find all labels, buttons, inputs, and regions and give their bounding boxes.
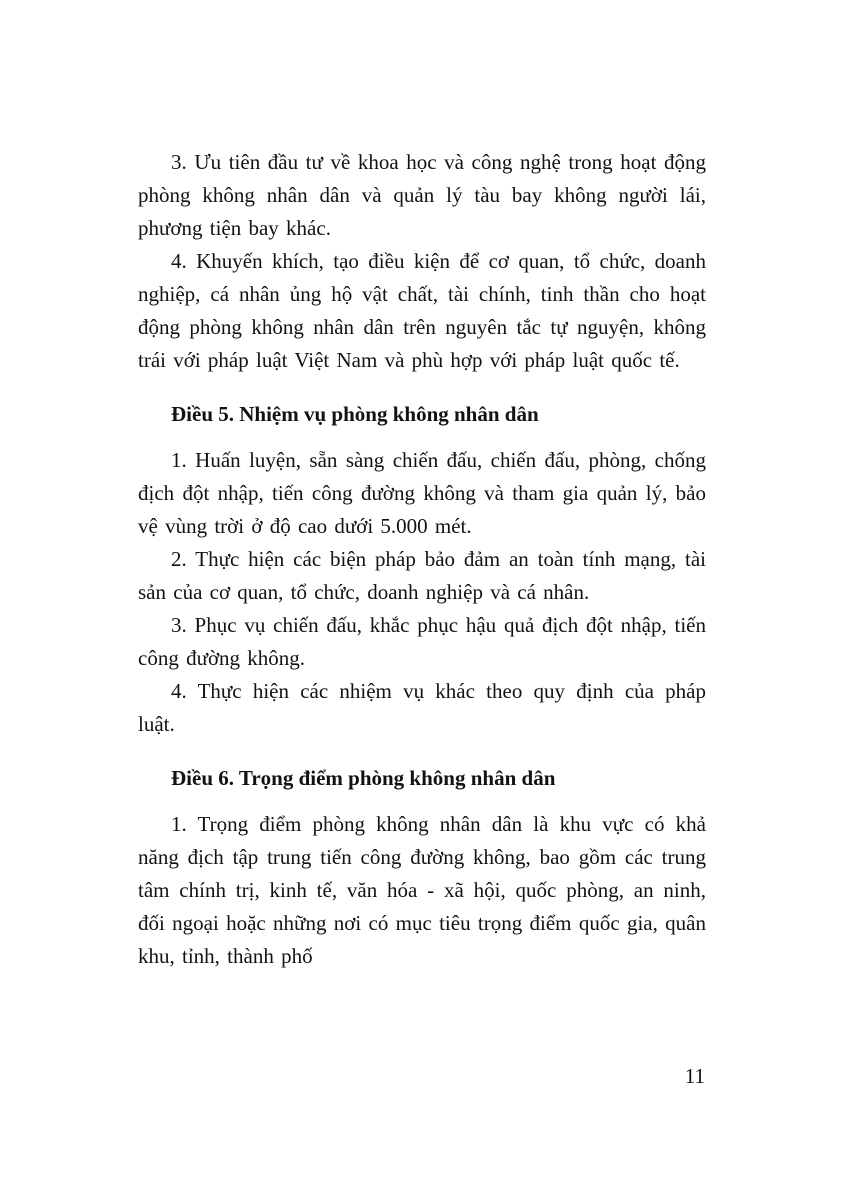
paragraph-dieu5-item-4: 4. Thực hiện các nhiệm vụ khác theo quy định của pháp luật. <box>138 679 706 736</box>
text-column <box>138 146 706 973</box>
paragraph-dieu5-item-3: 3. Phục vụ chiến đấu, khắc phục hậu quả địch đột nhập, tiến công đường không. <box>138 613 706 670</box>
paragraph-dieu6-item-1: 1. Trọng điểm phòng không nhân dân là khu vực có khả năng địch tập trung tiến công đường không, bao gồm các trung tâm chính trị, kinh tế, văn hóa - xã hội, quốc phòng, an ninh, đối ngoại hoặc những nơi có mục tiêu trọng điểm quốc gia, quân khu, tỉnh, thành phố <box>138 812 706 968</box>
paragraph-dieu5-item-1: 1. Huấn luyện, sẵn sàng chiến đấu, chiến đấu, phòng, chống địch đột nhập, tiến công đường không và tham gia quản lý, bảo vệ vùng trời ở độ cao dưới 5.000 mét. <box>138 448 706 538</box>
section-heading-dieu-5: Điều 5. Nhiệm vụ phòng không nhân dân <box>171 402 539 426</box>
section-heading-dieu-6: Điều 6. Trọng điểm phòng không nhân dân <box>171 766 556 790</box>
page-number: 11 <box>684 1064 705 1088</box>
paragraph-item-3: 3. Ưu tiên đầu tư về khoa học và công nghệ trong hoạt động phòng không nhân dân và quản lý tàu bay không người lái, phương tiện bay khác. <box>138 150 706 240</box>
paragraph-item-4: 4. Khuyến khích, tạo điều kiện để cơ quan, tổ chức, doanh nghiệp, cá nhân ủng hộ vật chất, tài chính, tinh thần cho hoạt động phòng không nhân dân trên nguyên tắc tự nguyện, không trái với pháp luật Việt Nam và phù hợp với pháp luật quốc tế. <box>138 249 706 372</box>
paragraph-dieu5-item-2: 2. Thực hiện các biện pháp bảo đảm an toàn tính mạng, tài sản của cơ quan, tổ chức, doanh nghiệp và cá nhân. <box>138 547 706 604</box>
